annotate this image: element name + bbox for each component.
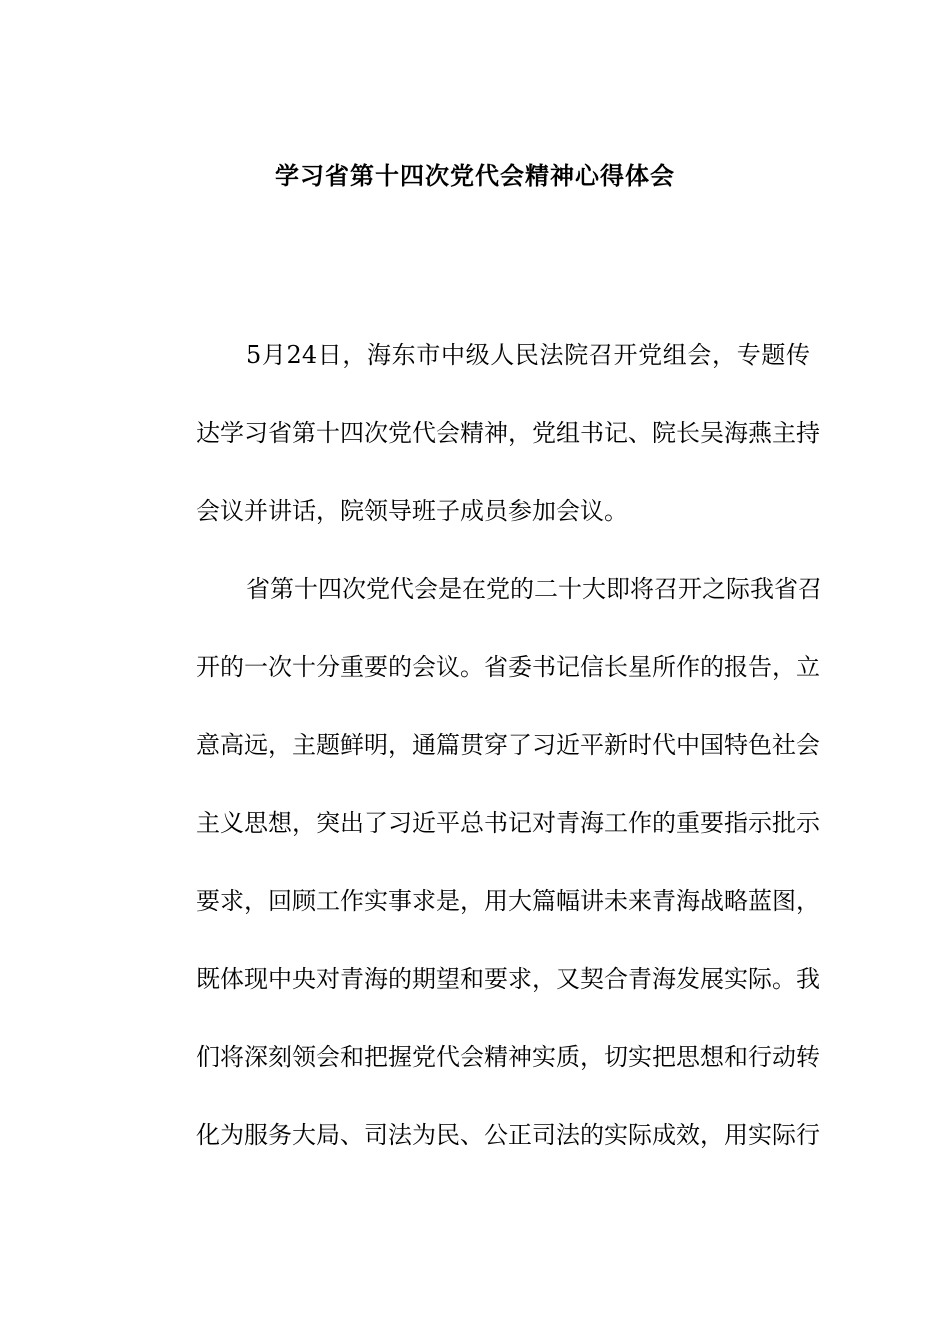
paragraph-line: 会议并讲话，院领导班子成员参加会议。 bbox=[196, 497, 628, 525]
document-body bbox=[146, 336, 822, 1194]
paragraph-line: 要求，回顾工作实事求是，用大篇幅讲未来青海战略蓝图， bbox=[196, 887, 820, 915]
paragraph-line: 5月24日，海东市中级人民法院召开党组会，专题传 bbox=[246, 341, 810, 369]
paragraph-line: 达学习省第十四次党代会精神，党组书记、院长吴海燕主持 bbox=[196, 419, 820, 447]
paragraph-line: 们将深刻领会和把握党代会精神实质，切实把思想和行动转 bbox=[196, 1043, 820, 1071]
document-title: 学习省第十四次党代会精神心得体会 bbox=[275, 162, 675, 190]
paragraph-1 bbox=[146, 336, 820, 530]
paragraph-line: 省第十四次党代会是在党的二十大即将召开之际我省召 bbox=[246, 575, 822, 603]
paragraph-line: 化为服务大局、司法为民、公正司法的实际成效，用实际行 bbox=[196, 1121, 820, 1149]
paragraph-line: 开的一次十分重要的会议。省委书记信长星所作的报告，立 bbox=[196, 653, 820, 681]
paragraph-2 bbox=[146, 570, 822, 1154]
paragraph-line: 既体现中央对青海的期望和要求，又契合青海发展实际。我 bbox=[196, 965, 820, 993]
paragraph-line: 意高远，主题鲜明，通篇贯穿了习近平新时代中国特色社会 bbox=[196, 731, 820, 759]
paragraph-line: 主义思想，突出了习近平总书记对青海工作的重要指示批示 bbox=[196, 809, 820, 837]
